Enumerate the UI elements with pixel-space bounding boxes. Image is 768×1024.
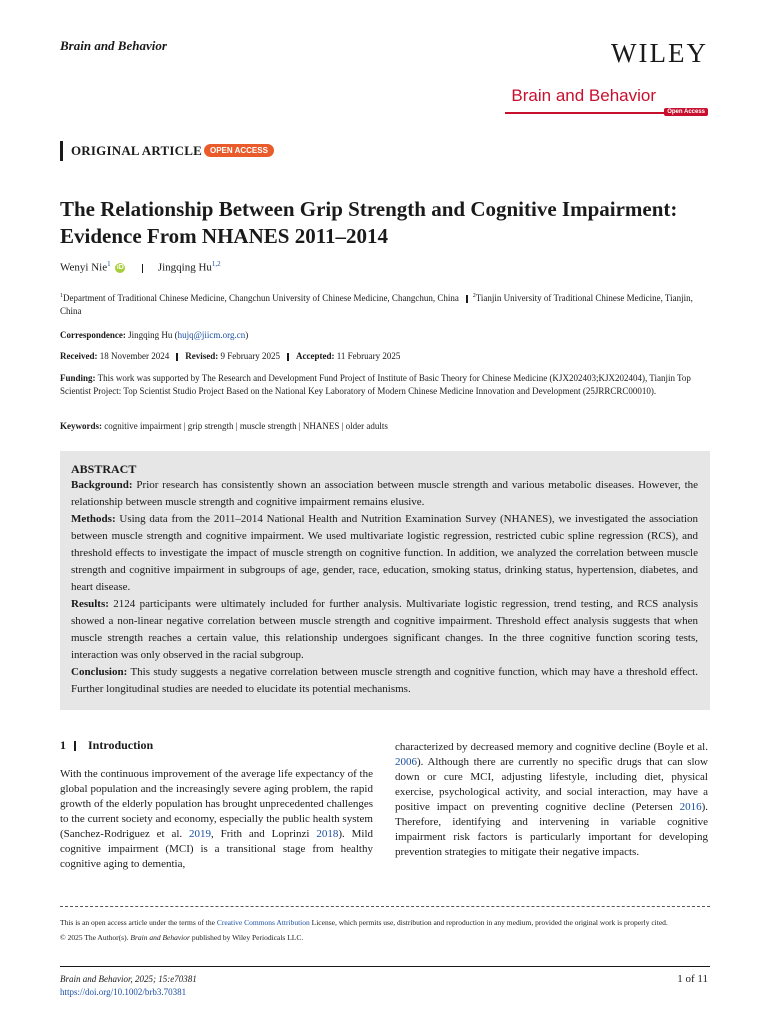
citation-link[interactable]: 2019 xyxy=(189,828,211,840)
abstract-results xyxy=(71,596,698,664)
license-divider xyxy=(60,906,710,907)
author-list xyxy=(60,260,221,274)
body-column-right xyxy=(395,740,708,860)
affiliation-separator xyxy=(466,295,468,303)
section-heading xyxy=(60,738,373,753)
license-notice xyxy=(60,917,710,943)
abstract-results-label: Results: xyxy=(71,598,109,610)
affiliation-text: Tianjin University of Traditional Chinese Medicine, Tianjin, China xyxy=(60,293,693,316)
abstract-heading: ABSTRACT xyxy=(71,462,137,476)
copyright-text: published by Wiley Periodicals LLC. xyxy=(189,933,304,942)
abstract-background-text: Prior research has consistently shown an association between muscle strength and various metabolic diseases. However, the relationship between muscle strength and cognitive impairment remains elusive. xyxy=(71,479,699,508)
funding-label: Funding: xyxy=(60,373,96,383)
article-type-marker xyxy=(60,141,63,161)
article-type: ORIGINAL ARTICLE xyxy=(71,143,202,158)
keywords xyxy=(60,420,710,433)
copyright-journal: Brain and Behavior xyxy=(130,933,190,942)
section-number: 1 xyxy=(60,738,66,752)
abstract-box xyxy=(60,451,710,710)
correspondence-close: ) xyxy=(245,330,249,340)
page-number: 1 of 11 xyxy=(677,973,708,985)
correspondence-name: Jingqing Hu ( xyxy=(128,330,178,340)
keywords-label: Keywords: xyxy=(60,421,102,431)
body-text: ). Although there are currently no specific drugs that can slow down or cure MCI, adjusting lifestyle, including diet, physical exercise, psychological activity, and social interaction, may have a positive impact on preventing cognitive decline (Petersen xyxy=(395,756,708,813)
citation-link[interactable]: 2006 xyxy=(395,756,417,768)
funding-text: This work was supported by The Research and Development Fund Project of Institute of Basic Theory for Chinese Medicine (KJX202403;KJX202404), Tianjin Top Scientist Project: Top Scientist Studio Project Based on the National Key Laboratory of Modern Chinese Medicine Innovation and Development (25JRRCRC00010). xyxy=(60,373,691,396)
body-paragraph xyxy=(60,767,373,872)
abstract-methods xyxy=(71,511,698,596)
body-text: ). Therefore, identifying and intervening in variable cognitive impairment risk factors is particularly important for developing prevention strategies to mitigate their negative impacts. xyxy=(395,801,708,858)
brand-open-access-badge: Open Access xyxy=(664,108,708,116)
revised-label: Revised: xyxy=(185,351,219,361)
author-separator xyxy=(142,264,143,273)
abstract-conclusion-text: This study suggests a negative correlation between muscle strength and cognitive function, which may have a threshold effect. Further longitudinal studies are needed to elucidate its potential mechanisms. xyxy=(71,666,698,695)
body-text: ). Mild cognitive impairment (MCI) is a transitional stage from healthy cognitive aging to dementia, xyxy=(60,828,374,870)
author-name[interactable]: Wenyi Nie xyxy=(60,261,108,274)
abstract-methods-text: Using data from the 2011–2014 National Health and Nutrition Examination Survey (NHANES), we investigated the association between muscle strength and cognitive impairment. We used multivariate logistic regression, restricted cubic spline regression (RCS), and threshold effects to investigate the impact of muscle strength on cognitive function. In addition, we analyzed the correlation between muscle strength and cognitive impairment in subgroups of age, gender, race, education, smoking status, drinking status, hypertension, diabetes, and heart disease. xyxy=(71,513,699,593)
footer-citation xyxy=(60,973,197,999)
revised-date: 9 February 2025 xyxy=(220,351,280,361)
correspondence xyxy=(60,329,248,342)
affiliations xyxy=(60,290,710,318)
abstract-methods-label: Methods: xyxy=(71,513,116,525)
keywords-text: cognitive impairment | grip strength | muscle strength | NHANES | older adults xyxy=(104,421,388,431)
body-paragraph xyxy=(395,740,708,860)
orcid-icon[interactable]: iD xyxy=(116,264,124,272)
correspondence-email-link[interactable]: hujq@jiicm.org.cn xyxy=(177,330,246,340)
received-label: Received: xyxy=(60,351,98,361)
citation-link[interactable]: 2016 xyxy=(679,801,702,813)
section-title: Introduction xyxy=(88,738,154,752)
received-date: 18 November 2024 xyxy=(99,351,170,361)
author-affiliation-ref[interactable]: 1,2 xyxy=(211,260,221,268)
citation-text: Brain and Behavior, 2025; 15:e70381 xyxy=(60,974,197,984)
article-title: The Relationship Between Grip Strength and Cognitive Impairment: Evidence From NHANES 2011–2014 xyxy=(60,197,678,248)
body-column-left xyxy=(60,738,373,872)
funding xyxy=(60,372,710,398)
publisher-logo: WILEY xyxy=(611,38,708,68)
author-affiliation-ref[interactable]: 1 xyxy=(107,260,111,268)
footer-rule xyxy=(60,966,710,967)
correspondence-label: Correspondence: xyxy=(60,330,126,340)
copyright-text: © 2025 The Author(s). xyxy=(60,933,131,942)
author-name[interactable]: Jingqing Hu xyxy=(157,261,212,274)
date-separator xyxy=(176,353,178,361)
body-text: , Frith and Loprinzi xyxy=(211,828,317,840)
license-text: License, which permits use, distribution and reproduction in any medium, provided the original work is properly cited. xyxy=(309,918,668,927)
open-access-badge: OPEN ACCESS xyxy=(204,144,274,157)
journal-brand-title: Brain and Behavior xyxy=(511,86,656,105)
accepted-label: Accepted: xyxy=(295,351,335,361)
citation-link[interactable]: 2018 xyxy=(316,828,339,840)
date-separator xyxy=(287,353,289,361)
body-text: characterized by decreased memory and cognitive decline (Boyle et al. xyxy=(395,741,708,753)
article-dates xyxy=(60,350,400,363)
license-link[interactable]: Creative Commons Attribution xyxy=(216,918,310,927)
body-text: With the continuous improvement of the average life expectancy of the global population and the increasingly severe aging problem, the rapid growth of the elderly population has brought unprecedented challenges to the current society and economy, especially the public health system (Sanchez-Rodriguez et al. xyxy=(60,768,373,840)
abstract-background xyxy=(71,477,698,511)
accepted-date: 11 February 2025 xyxy=(336,351,401,361)
affiliation-number: 2 xyxy=(472,293,476,299)
running-journal-name: Brain and Behavior xyxy=(60,38,167,53)
abstract-conclusion-label: Conclusion: xyxy=(71,666,128,678)
section-heading-bar xyxy=(74,741,76,751)
doi-link[interactable]: https://doi.org/10.1002/brb3.70381 xyxy=(60,987,187,997)
affiliation-number: 1 xyxy=(60,293,63,299)
affiliation-text: Department of Traditional Chinese Medicine, Changchun University of Chinese Medicine, Changchun, China xyxy=(63,293,459,303)
abstract-conclusion xyxy=(71,664,698,698)
abstract-background-label: Background: xyxy=(71,479,133,491)
abstract-results-text: 2124 participants were ultimately included for further analysis. Multivariate logistic regression, trend testing, and RCS analysis showed a non-linear negative correlation between muscle strength and cognitive impairment. Threshold effect analysis suggests that when muscle strength reaches a certain value, this relationship undergoes significant changes. In the three cognitive function scoring tests, interaction was only observed in the racial subgroup. xyxy=(71,598,698,661)
license-text: This is an open access article under the terms of the xyxy=(60,918,217,927)
